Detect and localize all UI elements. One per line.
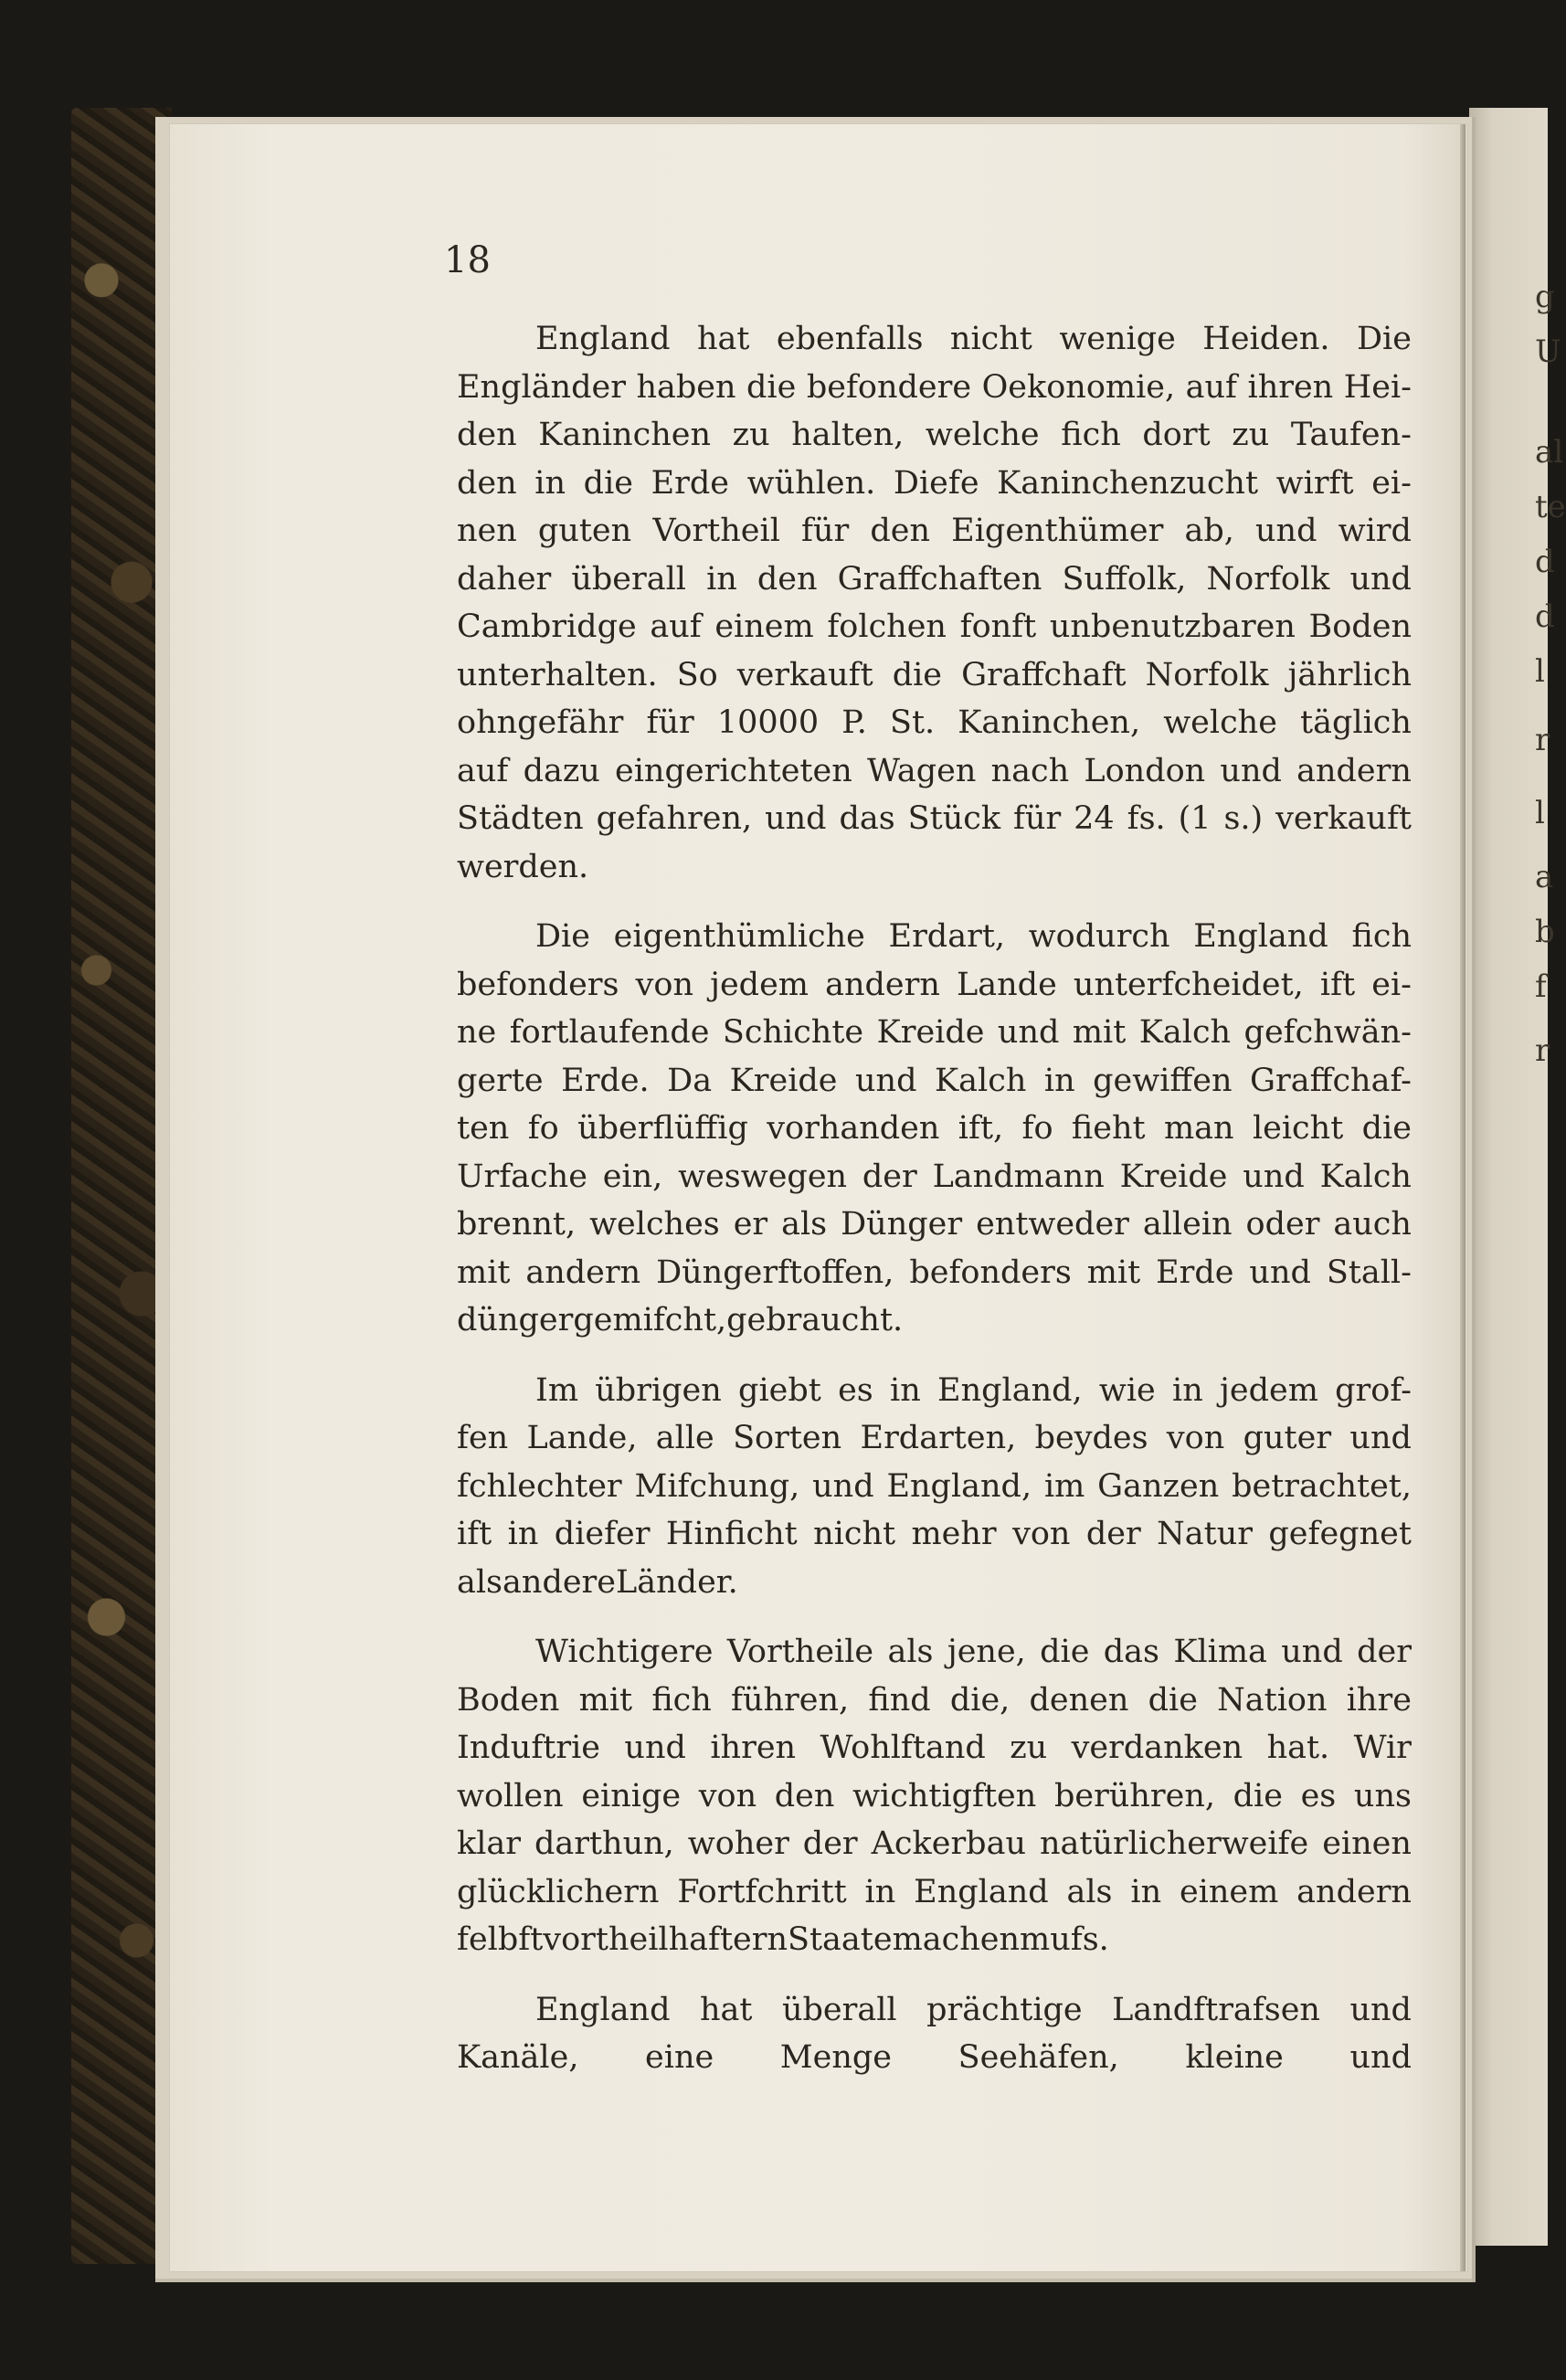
next-page-fragment: d [1535, 598, 1555, 635]
next-page-fragment: al [1535, 434, 1564, 471]
text-line: ne fortlaufende Schichte Kreide und mit Kalch gefchwän- [457, 1014, 1412, 1051]
next-page-fragment: g [1535, 279, 1555, 315]
text-line: Induftrie und ihren Wohlftand zu verdanken hat. Wir [457, 1729, 1412, 1766]
next-page-fragment: b [1535, 914, 1555, 950]
gutter-shadow [1460, 124, 1465, 2271]
text-line: den in die Erde wühlen. Diefe Kaninchenzucht wirft ei- [457, 464, 1412, 502]
next-page-fragment: l [1535, 795, 1545, 831]
text-line: den Kaninchen zu halten, welche fich dort zu Taufen- [457, 417, 1412, 453]
text-line: Urfache ein, weswegen der Landmann Kreide und Kalch [457, 1158, 1412, 1195]
text-line: als andere Länder. [457, 1563, 738, 1601]
text-line: daher überall in den Graffchaften Suffolk, Norfolk und [457, 560, 1412, 598]
text-line: fchlechter Mifchung, und England, im Ganzen betrachtet, [457, 1467, 1412, 1505]
text-line: klar darthun, woher der Ackerbau natürlicherweife einen [457, 1825, 1412, 1862]
next-page-fragment: f [1535, 968, 1547, 1005]
paragraph [457, 315, 1412, 891]
paragraph [457, 913, 1412, 1345]
text-line: Engländer haben die befondere Oekonomie, auf ihren Hei- [457, 368, 1412, 406]
text-line: Im übrigen giebt es in England, wie in jedem grof- [535, 1371, 1412, 1409]
text-line: Boden mit fich führen, find die, denen die Nation ihre [457, 1681, 1412, 1719]
text-line: befonders von jedem andern Lande unterfcheidet, ift ei- [457, 966, 1412, 1003]
text-line: unterhalten. So verkauft die Graffchaft Norfolk jährlich [457, 656, 1412, 693]
next-page-fragment: l [1535, 653, 1545, 690]
text-line: Die eigenthümliche Erdart, wodurch England fich [535, 918, 1412, 955]
text-line: Städten gefahren, und das Stück für 24 fs. (1 s.) verkauft [457, 800, 1412, 837]
paragraph [457, 1628, 1412, 1964]
text-line: ohngefähr für 10000 P. St. Kaninchen, welche täglich [457, 704, 1412, 741]
text-line: dünger gemifcht, gebraucht. [457, 1302, 904, 1338]
next-page-fragment: te [1535, 489, 1566, 525]
text-line: fen Lande, alle Sorten Erdarten, beydes von guter und [457, 1420, 1412, 1456]
paragraph [457, 1367, 1412, 1607]
text-line: England hat ebenfalls nicht wenige Heiden. Die [535, 321, 1412, 357]
next-page-fragment: a [1535, 859, 1554, 895]
next-page-edge [1469, 108, 1566, 2246]
next-page-fragment: r [1535, 1032, 1550, 1069]
text-line: ten fo überflüffig vorhanden ift, fo fieht man leicht die [457, 1110, 1412, 1147]
text-line: Kanäle, eine Menge Seehäfen, kleine und [457, 2039, 1412, 2076]
text-line: mit andern Düngerftoffen, befonders mit Erde und Stall- [457, 1253, 1412, 1291]
paragraph [457, 1986, 1412, 2082]
page-number: 18 [444, 239, 491, 281]
text-line: felbft vortheilhaftern Staate machen mufs. [457, 1921, 1109, 1958]
text-line: auf dazu eingerichteten Wagen nach London und andern [457, 752, 1412, 789]
next-page-fragment: r [1535, 722, 1550, 758]
text-line: ift in diefer Hinficht nicht mehr von der Natur gefegnet [457, 1516, 1412, 1552]
text-line: glücklichern Fortfchritt in England als in einem andern [457, 1873, 1412, 1910]
text-line: Cambridge auf einem folchen fonft unbenutzbaren Boden [457, 608, 1412, 645]
text-line: brennt, welches er als Dünger entweder allein oder auch [457, 1206, 1412, 1243]
body-text [457, 315, 1412, 2104]
next-page-fragment: d [1535, 544, 1555, 580]
next-page-fragment: U [1535, 333, 1561, 370]
text-line: nen guten Vortheil für den Eigenthümer ab, und wird [457, 513, 1412, 549]
text-line: gerte Erde. Da Kreide und Kalch in gewiffen Graffchaf- [457, 1062, 1412, 1099]
text-line: England hat überall prächtige Landftrafsen und [535, 1991, 1412, 2028]
text-line: Wichtigere Vortheile als jene, die das Klima und der [535, 1634, 1412, 1670]
text-line: wollen einige von den wichtigften berühren, die es uns [457, 1777, 1412, 1814]
text-line: werden. [457, 848, 589, 885]
